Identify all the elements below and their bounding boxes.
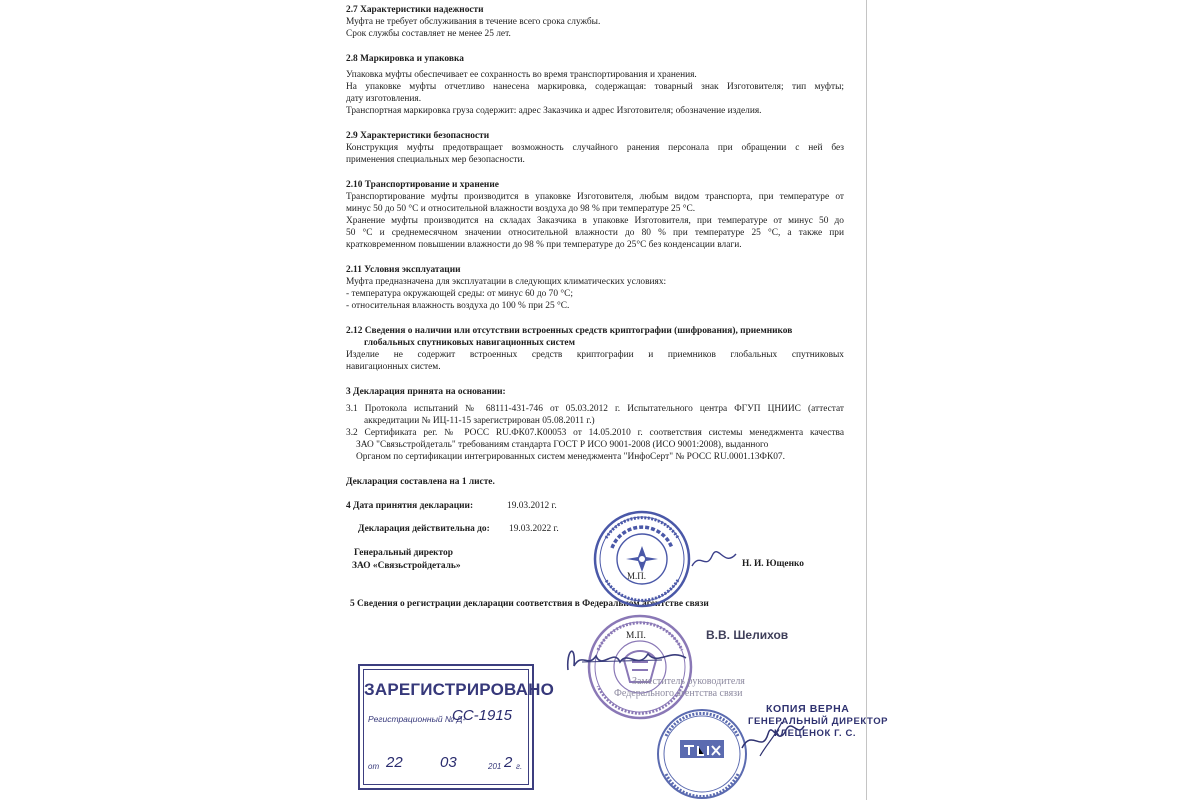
section-2-11-line-1: Муфта предназначена для эксплуатации в следующих климатических условиях:: [346, 277, 667, 287]
section-3-2-line-1: 3.2 Сертификата рег. № РОСС RU.ФК07.К00053 от 14.05.2010 г. соответствия системы менеджмента качества: [346, 428, 844, 438]
registered-stamp-number-label: Регистрационный № Д-: [368, 714, 466, 724]
agency-official-role-2: Федерального агентства связи: [614, 688, 743, 699]
section-2-12-heading-2: глобальных спутниковых навигационных систем: [364, 338, 575, 348]
section-2-7-line-2: Срок службы составляет не менее 25 лет.: [346, 29, 511, 39]
section-2-11-line-2: - температура окружающей среды: от минус 60 до 70 °С;: [346, 289, 573, 299]
company-seal-mp: М.П.: [627, 571, 647, 581]
registered-stamp-title: ЗАРЕГИСТРИРОВАНО: [364, 680, 555, 699]
page-edge: [866, 0, 867, 800]
section-2-10-heading: 2.10 Транспортирование и хранение: [346, 180, 499, 190]
section-2-9-line-1: Конструкция муфты предотвращает возможность случайного ранения персонала при обращении с ней без: [346, 143, 844, 153]
company-seal-icon: [592, 508, 692, 610]
section-2-12-heading-1: 2.12 Сведения о наличии или отсутствии встроенных средств криптографии (шифрования), приемников: [346, 326, 793, 336]
section-2-10-line-3: Хранение муфты производится на складах Заказчика в упаковке Изготовителя, при температуре от минус 50 до: [346, 216, 844, 226]
section-2-10-line-4: 50 °С и среднемесячном значении относительной влажности до 80 % при температуре 25 °С, а также при: [346, 228, 844, 238]
agency-official-role-1: Заместитель руководителя: [632, 676, 745, 687]
section-2-10-line-2: минус 50 до 50 °С и относительной влажности воздуха до 98 % при температуре 25 °С.: [346, 204, 696, 214]
section-2-8-line-1: Упаковка муфты обеспечивает ее сохранность во время транспортирования и хранения.: [346, 70, 697, 80]
registered-stamp-day: 22: [386, 754, 403, 771]
section-3-1-line-2: аккредитации № ИЦ-11-15 зарегистрирован 05.08.2011 г.): [364, 416, 595, 426]
section-2-12-line-2: навигационных систем.: [346, 362, 441, 372]
registered-stamp-number: СС-1915: [452, 707, 513, 724]
validity-date-label: Декларация действительна до:: [358, 524, 490, 534]
section-2-9-heading: 2.9 Характеристики безопасности: [346, 131, 490, 141]
agency-seal-mp: М.П.: [626, 631, 646, 641]
section-2-8-heading: 2.8 Маркировка и упаковка: [346, 54, 464, 64]
copy-signature-icon: [738, 708, 808, 760]
registered-stamp-year-prefix: 201: [488, 762, 502, 771]
copy-stamp-line-3: КЛЕЦЕНОК Г. С.: [774, 728, 857, 739]
section-5-heading: 5 Сведения о регистрации декларации соответствия в Федеральном агентстве связи: [350, 599, 709, 609]
signer-title: Генеральный директор: [354, 548, 453, 558]
registered-stamp-year-end: г.: [516, 762, 523, 771]
section-2-9-line-2: применения специальных мер безопасности.: [346, 155, 525, 165]
section-3-1-line-1: 3.1 Протокола испытаний № 68111-431-746 от 05.03.2012 г. Испытательного центра ФГУП ЦНИИС (аттестат: [346, 404, 844, 414]
agency-official-name: В.В. Шелихов: [706, 628, 789, 642]
section-2-7-line-1: Муфта не требует обслуживания в течение всего срока службы.: [346, 17, 601, 27]
section-2-8-line-2: На упаковке муфты отчетливо нанесена маркировка, содержащая: товарный знак Изготовителя; тип муфты;: [346, 82, 844, 92]
copy-stamp-line-2: ГЕНЕРАЛЬНЫЙ ДИРЕКТОР: [748, 716, 889, 727]
section-2-11-heading: 2.11 Условия эксплуатации: [346, 265, 461, 275]
section-2-8-line-3: дату изготовления.: [346, 94, 422, 104]
registered-stamp-year-suffix: 2: [504, 754, 513, 771]
section-3-2-line-2: ЗАО "Связьстройдеталь" требованиям стандарта ГОСТ Р ИСО 9001-2008 (ИСО 9001:2008), выданного: [356, 440, 769, 450]
copy-stamp-line-1: КОПИЯ ВЕРНА: [766, 703, 850, 715]
section-3-heading: 3 Декларация принята на основании:: [346, 387, 506, 397]
section-2-7-heading: 2.7 Характеристики надежности: [346, 5, 484, 15]
section-2-12-line-1: Изделие не содержит встроенных средств криптографии и приемников глобальных спутниковых: [346, 350, 844, 360]
director-signature-icon: [690, 548, 738, 572]
registered-stamp-month: 03: [440, 754, 457, 771]
acceptance-date-value: 19.03.2012 г.: [507, 501, 557, 511]
signer-organization: ЗАО «Связьстройдеталь»: [352, 561, 461, 571]
section-2-10-line-1: Транспортирование муфты производится в упаковке Изготовителя, любым видом транспорта, при температуре от: [346, 192, 844, 202]
section-3-2-line-3: Органом по сертификации интегрированных систем менеджмента "ИнфоСерт" № РОСС RU.0001.13ФК07.: [356, 452, 785, 462]
registered-stamp-date-prefix: от: [368, 762, 380, 771]
validity-date-value: 19.03.2022 г.: [509, 524, 559, 534]
registered-stamp: [358, 664, 555, 790]
certifying-seal-icon: [654, 706, 750, 800]
acceptance-date-label: 4 Дата принятия декларации:: [346, 501, 474, 511]
section-2-8-line-4: Транспортная маркировка груза содержит: адрес Заказчика и адрес Изготовителя; обозначение изделия.: [346, 106, 762, 116]
sheets-note: Декларация составлена на 1 листе.: [346, 477, 495, 487]
section-2-10-line-5: кратковременном повышении влажности до 98 % при температуре до 25°С без конденсации влаги.: [346, 240, 742, 250]
section-2-11-line-3: - относительная влажность воздуха до 100 % при 25 °С.: [346, 301, 570, 311]
signer-name: Н. И. Ющенко: [742, 559, 804, 569]
agency-signature-icon: [562, 640, 692, 680]
